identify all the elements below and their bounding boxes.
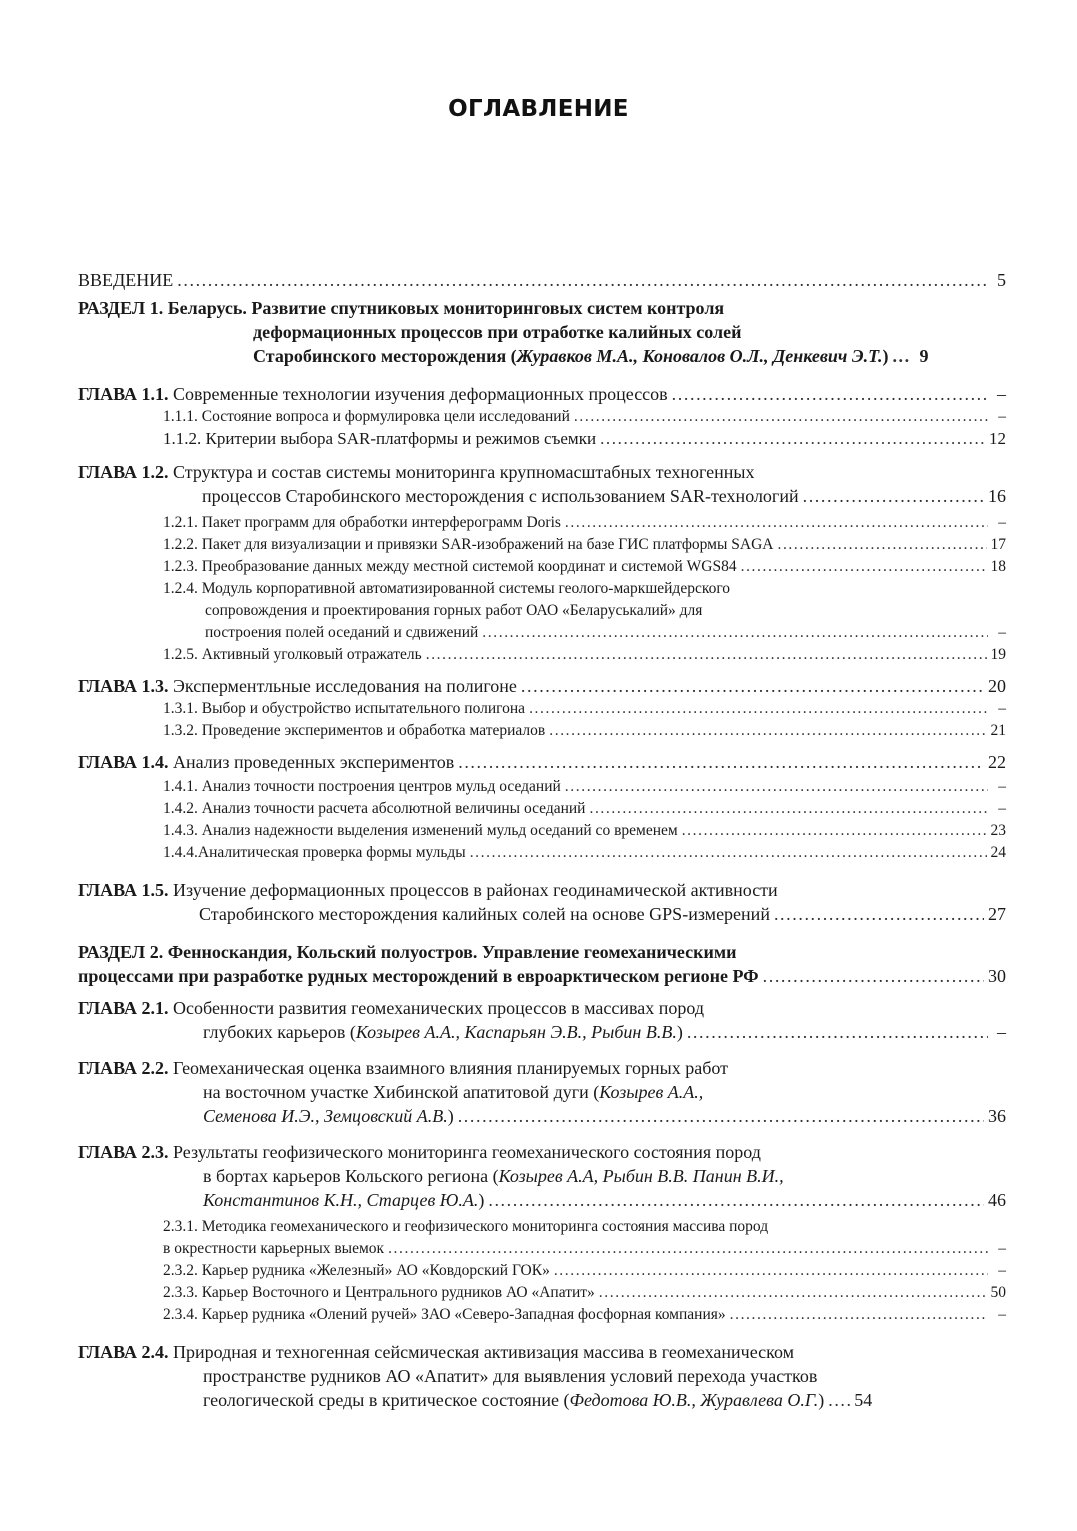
paren: ) [818, 1390, 825, 1410]
toc-entry-1-1-2[interactable] [78, 428, 1006, 450]
page-number: 21 [990, 722, 1006, 739]
entry-title: 1.2.1. Пакет программ для обработки интерферограмм Doris [163, 514, 561, 531]
toc-entry-1-4-1[interactable] [78, 776, 1006, 798]
page-number: – [998, 408, 1006, 425]
entry-title-cont: построения полей оседаний и сдвижений [205, 624, 479, 641]
entry-title-cont: пространстве рудников АО «Апатит» для выявления условий перехода участков [203, 1366, 818, 1386]
dot-leader [565, 512, 988, 534]
authors: Козырев А.А., Каспарьян Э.В., Рыбин В.В. [355, 1022, 677, 1042]
entry-title: Особенности развития геомеханических процессов в массивах пород [173, 998, 705, 1018]
entry-title: Структура и состав системы мониторинга крупномасштабных техногенных [173, 462, 755, 482]
chapter-label: ГЛАВА 2.4. [78, 1342, 169, 1362]
chapter-label: ГЛАВА 2.1. [78, 998, 169, 1018]
page-number: 27 [988, 904, 1006, 924]
dot-leader [600, 428, 985, 450]
page-number: – [997, 1022, 1006, 1042]
chapter-label: ГЛАВА 1.4. [78, 752, 169, 772]
dot-leader [488, 1188, 984, 1212]
entry-title: 2.3.4. Карьер рудника «Олений ручей» ЗАО «Северо-Западная фосфорная компания» [163, 1306, 726, 1323]
toc-entry-chapter-1-2[interactable] [78, 460, 1006, 508]
page-number: 16 [988, 486, 1006, 506]
entry-title-cont: в окрестности карьерных выемок [163, 1240, 385, 1257]
page-number: – [998, 514, 1006, 531]
page-number: 12 [989, 429, 1006, 448]
page-number: 18 [990, 558, 1006, 575]
chapter-label: ГЛАВА 2.3. [78, 1142, 169, 1162]
toc-entry-1-4-3[interactable] [78, 820, 1006, 842]
entry-title-cont: Старобинского месторождения ( [253, 346, 517, 366]
page-title: ОГЛАВЛЕНИЕ [448, 96, 629, 122]
toc-entry-2-3-1[interactable] [78, 1216, 1006, 1260]
chapter-label: ГЛАВА 1.2. [78, 462, 169, 482]
entry-title: 2.3.1. Методика геомеханического и геофизического мониторинга состояния массива пород [163, 1218, 769, 1235]
table-of-contents [78, 268, 1006, 1412]
toc-entry-chapter-1-5[interactable] [78, 878, 1006, 926]
chapter-label: ГЛАВА 1.3. [78, 676, 169, 696]
chapter-label: ГЛАВА 1.1. [78, 384, 169, 404]
toc-entry-1-2-3[interactable] [78, 556, 1006, 578]
entry-title: 1.4.2. Анализ точности расчета абсолютной величины оседаний [163, 800, 586, 817]
dot-leader [599, 1282, 987, 1304]
page-number: – [998, 700, 1006, 717]
toc-entry-section-2[interactable] [78, 940, 1006, 988]
toc-entry-2-3-3[interactable] [78, 1282, 1006, 1304]
entry-title-cont: геологической среды в критическое состояние ( [203, 1390, 570, 1410]
toc-entry-1-2-1[interactable] [78, 512, 1006, 534]
dot-leader [554, 1260, 988, 1282]
paren: ) [676, 1022, 683, 1042]
toc-entry-1-2-5[interactable] [78, 644, 1006, 666]
entry-title-cont: процессов Старобинского месторождения с использованием SAR-технологий [202, 486, 799, 506]
authors: Семенова И.Э., Земцовский А.В. [203, 1106, 448, 1126]
entry-title: 1.3.1. Выбор и обустройство испытательного полигона [163, 700, 526, 717]
page-number: – [998, 1240, 1006, 1257]
authors: Козырев А.А., [599, 1082, 704, 1102]
entry-title: Беларусь. Развитие спутниковых мониторинговых систем контроля [167, 298, 725, 318]
entry-title: Современные технологии изучения деформационных процессов [173, 384, 668, 404]
entry-title: 1.1.2. Критерии выбора SAR-платформы и режимов съемки [163, 429, 597, 448]
dot-leader [388, 1238, 988, 1260]
page-number: 19 [990, 646, 1006, 663]
entry-title: Фенноскандия, Кольский полуостров. Управление геомеханическими [167, 942, 737, 962]
paren: ) [478, 1190, 485, 1210]
entry-title-cont: деформационных процессов при отработке калийных солей [253, 322, 742, 342]
entry-title: 1.4.4.Аналитическая проверка формы мульды [163, 844, 466, 861]
section-label: РАЗДЕЛ 2. [78, 942, 164, 962]
entry-title: ВВЕДЕНИЕ [78, 270, 174, 290]
entry-title-cont: сопровождения и проектирования горных работ ОАО «Беларуськалий» для [205, 602, 703, 619]
authors: Козырев А.А, Рыбин В.В. Панин В.И., [498, 1166, 784, 1186]
page-number: 23 [990, 822, 1006, 839]
page-number: 30 [988, 966, 1006, 986]
toc-entry-chapter-1-3[interactable] [78, 674, 1006, 698]
toc-entry-1-4-2[interactable] [78, 798, 1006, 820]
toc-entry-chapter-2-2[interactable] [78, 1056, 1006, 1128]
dot-leader [529, 698, 988, 720]
entry-title: 1.1.1. Состояние вопроса и формулировка цели исследований [163, 408, 570, 425]
paren: ) [447, 1106, 454, 1126]
page-number: – [998, 1306, 1006, 1323]
entry-title: 1.4.3. Анализ надежности выделения изменений мульд оседаний со временем [163, 822, 678, 839]
entry-title-cont: в бортах карьеров Кольского региона ( [203, 1166, 499, 1186]
entry-title: Природная и техногенная сейсмическая активизация массива в геомеханическом [173, 1342, 795, 1362]
dot-leader [589, 798, 988, 820]
entry-title: 1.2.2. Пакет для визуализации и привязки SAR-изображений на базе ГИС платформы SAGA [163, 536, 774, 553]
chapter-label: ГЛАВА 2.2. [78, 1058, 169, 1078]
paren: ) [882, 346, 889, 366]
entry-title-cont: на восточном участке Хибинской апатитовой дуги ( [203, 1082, 600, 1102]
authors: Константинов К.Н., Старцев Ю.А. [203, 1190, 479, 1210]
page-number: 36 [988, 1106, 1006, 1126]
dot-leader [774, 902, 984, 926]
entry-title: Геомеханическая оценка взаимного влияния планируемых горных работ [173, 1058, 729, 1078]
toc-entry-1-3-2[interactable] [78, 720, 1006, 742]
page-number: – [997, 384, 1006, 404]
dot-leader [549, 720, 986, 742]
page-number: 9 [919, 346, 929, 366]
entry-title: 1.2.5. Активный уголковый отражатель [163, 646, 422, 663]
dot-leader [741, 556, 987, 578]
toc-entry-1-4-4[interactable] [78, 842, 1006, 864]
entry-title: 1.4.1. Анализ точности построения центров мульд оседаний [163, 778, 561, 795]
dot-leader [777, 534, 986, 556]
dot-leader [687, 1020, 988, 1044]
entry-title-cont: процессами при разработке рудных месторождений в евроарктическом регионе РФ [78, 966, 759, 986]
dot-leader [763, 964, 984, 988]
dot-leader [521, 674, 984, 698]
page-number: – [998, 778, 1006, 795]
page-number: – [998, 800, 1006, 817]
page-number: 5 [997, 270, 1006, 290]
dot-leader [482, 622, 988, 644]
toc-entry-1-2-2[interactable] [78, 534, 1006, 556]
toc-entry-chapter-1-1[interactable] [78, 382, 1006, 406]
page-number: 17 [990, 536, 1006, 553]
authors: Журавков М.А., Коновалов О.Л., Денкевич Э.Т. [516, 346, 883, 366]
entry-title: 2.3.3. Карьер Восточного и Центрального рудников АО «Апатит» [163, 1284, 595, 1301]
toc-entry-chapter-1-4[interactable] [78, 750, 1006, 774]
dot-leader [574, 406, 988, 428]
dot-leader [730, 1304, 988, 1326]
section-label: РАЗДЕЛ 1. [78, 298, 164, 318]
dot-leader [672, 382, 988, 406]
entry-title: Изучение деформационных процессов в районах геодинамической активности [173, 880, 778, 900]
toc-entry-1-1-1[interactable] [78, 406, 1006, 428]
dot-leader [803, 484, 984, 508]
page-number: 24 [990, 844, 1006, 861]
chapter-label: ГЛАВА 1.5. [78, 880, 169, 900]
page-number: 20 [988, 676, 1006, 696]
toc-entry-chapter-2-1[interactable] [78, 996, 1006, 1044]
authors: Федотова Ю.В., Журавлева О.Г. [569, 1390, 819, 1410]
toc-entry-chapter-2-4[interactable] [78, 1340, 1006, 1412]
dot-leader [458, 1104, 984, 1128]
toc-entry-2-3-4[interactable] [78, 1304, 1006, 1326]
dot-leader [565, 776, 988, 798]
dot-leader [892, 344, 910, 368]
page-number: 46 [988, 1190, 1006, 1210]
toc-entry-1-3-1[interactable] [78, 698, 1006, 720]
toc-entry-2-3-2[interactable] [78, 1260, 1006, 1282]
toc-entry-introduction[interactable] [78, 268, 1006, 292]
dot-leader [682, 820, 987, 842]
dot-leader [177, 268, 988, 292]
dot-leader [426, 644, 987, 666]
entry-title: Эксперментльные исследования на полигоне [173, 676, 517, 696]
dot-leader [470, 842, 987, 864]
entry-title: Результаты геофизического мониторинга геомеханического состояния пород [173, 1142, 761, 1162]
toc-entry-section-1[interactable] [78, 296, 1006, 368]
toc-entry-1-2-4[interactable] [78, 578, 1006, 644]
entry-title: 1.2.4. Модуль корпоративной автоматизированной системы геолого-маркшейдерского [163, 580, 731, 597]
entry-title: 1.2.3. Преобразование данных между местной системой координат и системой WGS84 [163, 558, 737, 575]
entry-title-cont: глубоких карьеров ( [203, 1022, 356, 1042]
entry-title: Анализ проведенных экспериментов [173, 752, 455, 772]
dot-leader [458, 750, 984, 774]
entry-title-cont: Старобинского месторождения калийных солей на основе GPS-измерений [199, 904, 770, 924]
entry-title: 1.3.2. Проведение экспериментов и обработка материалов [163, 722, 546, 739]
page-number: 54 [854, 1390, 873, 1410]
dot-leader [828, 1388, 850, 1412]
page-number: 22 [988, 752, 1006, 772]
toc-entry-chapter-2-3[interactable] [78, 1140, 1006, 1212]
page-number: 50 [990, 1284, 1006, 1301]
page-number: – [998, 624, 1006, 641]
entry-title: 2.3.2. Карьер рудника «Железный» АО «Ковдорский ГОК» [163, 1262, 550, 1279]
page-number: – [998, 1262, 1006, 1279]
